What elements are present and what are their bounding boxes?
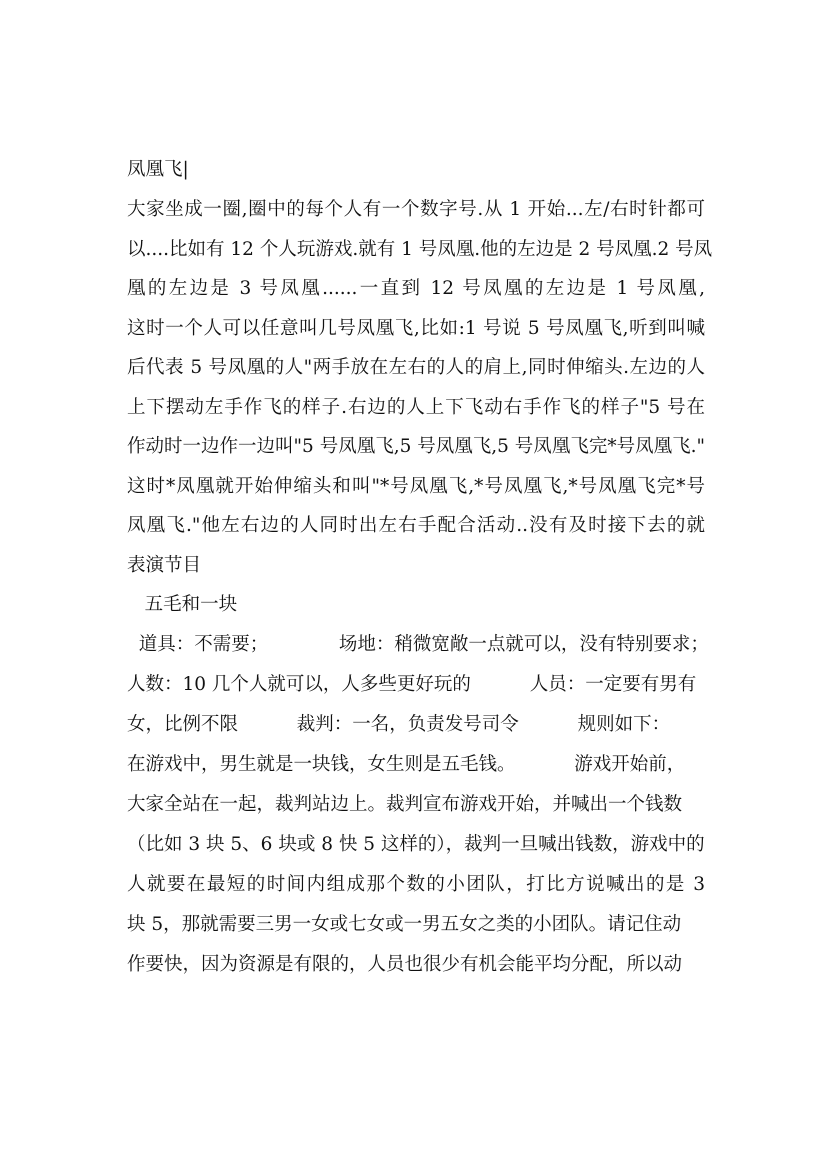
text-line: 块 5，那就需要三男一女或七女或一男五女之类的小团队。请记住动 — [127, 914, 682, 935]
section-title-phoenix: 凤凰飞| — [127, 159, 189, 180]
text-line: 人就要在最短的时间内组成那个数的小团队，打比方说喊出的是 3 — [127, 874, 705, 895]
text-line: 大家坐成一圈,圈中的每个人有一个数字号.从 1 开始...左/右时针都可 — [127, 199, 705, 220]
text-line: 表演节目 — [127, 555, 202, 576]
text-line: 人数：10 几个人就可以，人多些更好玩的 人员：一定要有男有 — [127, 674, 697, 695]
text-line: 这时一个人可以任意叫几号凤凰飞,比如:1 号说 5 号凤凰飞,听到叫喊 — [127, 318, 705, 339]
text-line: 作动时一边作一边叫"5 号凤凰飞,5 号凤凰飞,5 号凤凰飞完*号凤凰飞." — [127, 436, 705, 457]
text-line: 后代表 5 号凤凰的人"两手放在左右的人的肩上,同时伸缩头.左边的人 — [127, 357, 705, 378]
text-line: 大家全站在一起，裁判站边上。裁判宣布游戏开始，并喊出一个钱数 — [127, 794, 683, 815]
text-line: 凤凰飞."他左右边的人同时出左右手配合活动..没有及时接下去的就 — [127, 515, 705, 536]
text-line: 在游戏中，男生就是一块钱，女生则是五毛钱。 游戏开始前， — [127, 754, 686, 775]
text-line: （比如 3 块 5、6 块或 8 快 5 这样的），裁判一旦喊出钱数，游戏中的 — [127, 834, 705, 855]
text-line: 道具：不需要； 场地：稍微宽敞一点就可以，没有特别要求； — [127, 634, 709, 655]
text-line: 上下摆动左手作飞的样子.右边的人上下飞动右手作飞的样子"5 号在 — [127, 397, 705, 418]
text-line: 女，比例不限 裁判：一名，负责发号司令 规则如下： — [127, 714, 671, 735]
text-line: 以....比如有 12 个人玩游戏.就有 1 号凤凰.他的左边是 2 号凤凰.2 号凤 — [127, 239, 713, 260]
text-line: 这时*凤凰就开始伸缩头和叫"*号凤凰飞,*号凤凰飞,*号凤凰飞完*号 — [127, 476, 705, 497]
text-line: 作要快，因为资源是有限的，人员也很少有机会能平均分配，所以动 — [127, 954, 683, 975]
text-line: 凰的左边是 3 号凤凰......一直到 12 号凤凰的左边是 1 号凤凰, — [127, 278, 705, 299]
section-title-money: 五毛和一块 — [127, 594, 238, 615]
